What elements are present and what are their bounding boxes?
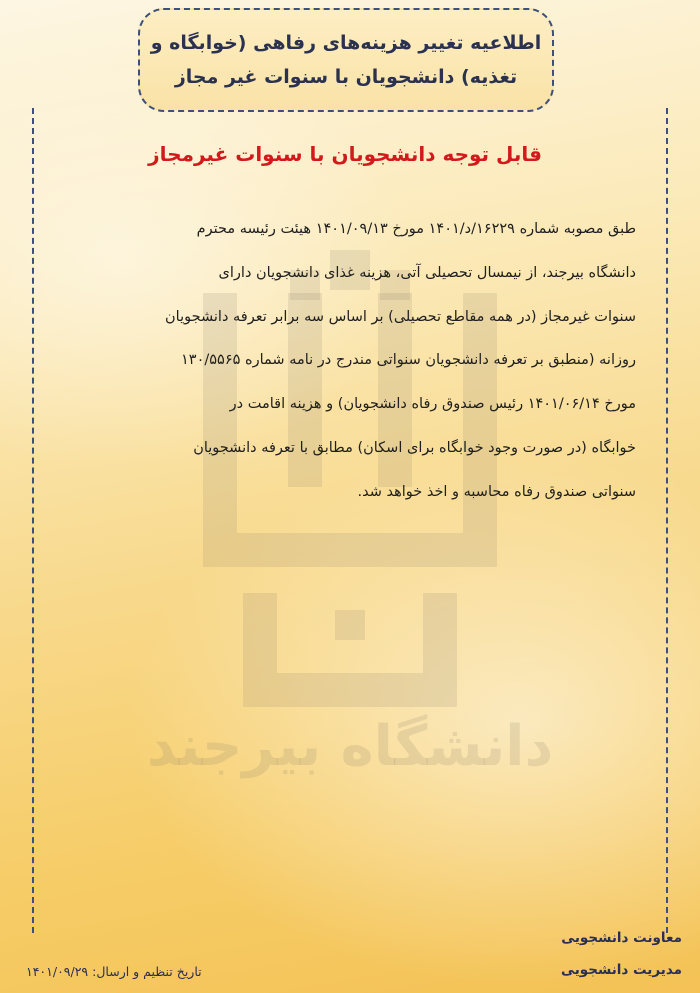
signature-line-2: مدیریت دانشجویی	[561, 962, 682, 978]
watermark-text: دانشگاه بیرجند	[146, 714, 554, 779]
title-box	[138, 8, 554, 112]
body-line: روزانه (منطبق بر تعرفه دانشجویان سنواتی مندرج در نامه شماره ۱۳۰/۵۵۶۵	[181, 352, 636, 369]
body-line: دانشگاه بیرجند، از نیمسال تحصیلی آتی، هزینه غذای دانشجویان دارای	[218, 264, 636, 281]
title-line-1: اطلاعیه تغییر هزینه‌های رفاهی (خوابگاه و	[150, 32, 542, 54]
body-line: سنواتی صندوق رفاه محاسبه و اخذ خواهد شد.	[357, 483, 636, 500]
issue-date: تاریخ تنظیم و ارسال: ۱۴۰۱/۰۹/۲۹	[26, 964, 202, 979]
body-line: مورخ ۱۴۰۱/۰۶/۱۴ رئیس صندوق رفاه دانشجویان) و هزینه اقامت در	[229, 396, 636, 413]
body-line: طبق مصوبه شماره ۱۶۲۲۹/د/۱۴۰۱ مورخ ۱۴۰۱/۰۹/۱۳ هیئت رئیسه محترم	[196, 221, 636, 237]
body-line: سنوات غیرمجاز (در همه مقاطع تحصیلی) بر اساس سه برابر تعرفه دانشجویان	[165, 308, 636, 325]
body-line: خوابگاه (در صورت وجود خوابگاه برای اسکان) مطابق با تعرفه دانشجویان	[193, 439, 636, 456]
frame-left-border	[32, 108, 34, 933]
signature-line-1: معاونت دانشجویی	[561, 930, 682, 946]
announcement-body	[62, 208, 636, 515]
frame-right-border	[666, 108, 668, 933]
title-line-2: تغذیه) دانشجویان با سنوات غیر مجاز	[174, 66, 518, 88]
subtitle: قابل توجه دانشجویان با سنوات غیرمجاز	[148, 142, 542, 166]
